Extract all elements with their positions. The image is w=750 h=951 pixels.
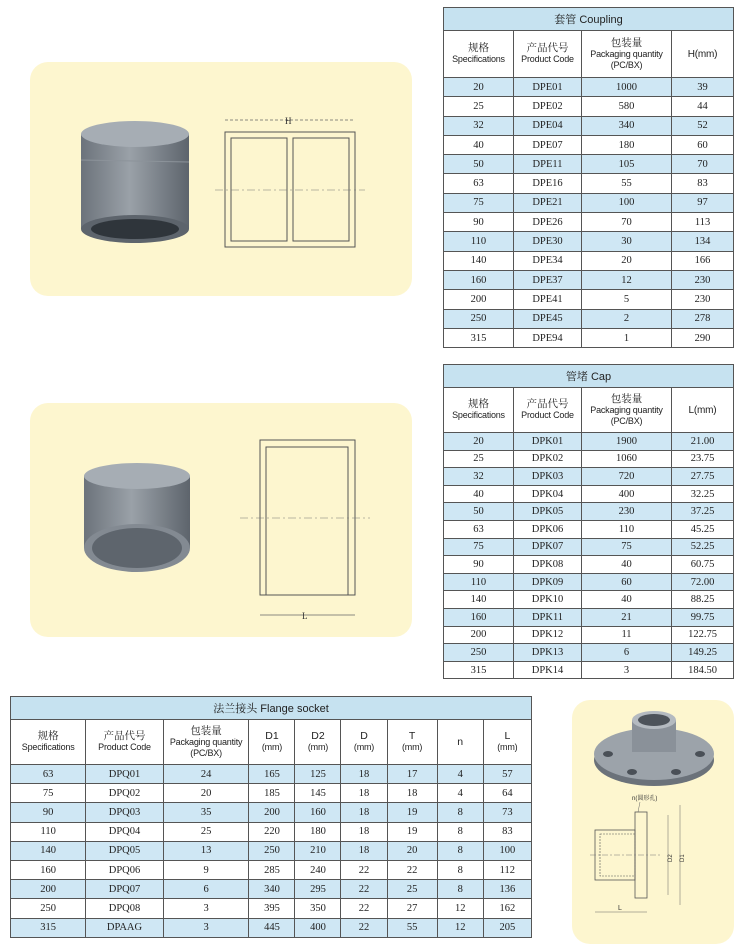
table-cell: DPK05 <box>514 503 582 521</box>
table-cell: DPK14 <box>514 661 582 679</box>
table-cell: 45.25 <box>672 520 734 538</box>
table-cell: 136 <box>483 880 531 899</box>
table-cell: 75 <box>444 538 514 556</box>
table-cell: 112 <box>483 860 531 879</box>
table-cell: 19 <box>387 822 437 841</box>
table-cell: 40 <box>582 556 672 574</box>
coupling-drawing <box>215 112 365 252</box>
table-cell: 63 <box>444 520 514 538</box>
table-cell: DPE37 <box>514 270 582 289</box>
table-row <box>444 485 734 503</box>
table-cell: 13 <box>163 841 249 860</box>
table-cell: 52 <box>672 116 734 135</box>
table-cell: 6 <box>163 880 249 899</box>
table-row <box>11 841 532 860</box>
table-cell: DPK02 <box>514 450 582 468</box>
table-cell: 210 <box>295 841 341 860</box>
table-cell: 97 <box>672 193 734 212</box>
table-cell: 60.75 <box>672 556 734 574</box>
cap-drawing <box>240 435 370 625</box>
table-cell: 73 <box>483 803 531 822</box>
table-cell: 5 <box>582 290 672 309</box>
table-row <box>444 309 734 328</box>
table-row <box>444 97 734 116</box>
table-cell: DPK12 <box>514 626 582 644</box>
coupling-table <box>443 7 734 348</box>
table-cell: 4 <box>437 784 483 803</box>
table-cell: 12 <box>437 899 483 918</box>
table-cell: 250 <box>444 309 514 328</box>
table-cell: 75 <box>444 193 514 212</box>
cap-photo <box>80 462 195 582</box>
table-cell: 230 <box>582 503 672 521</box>
table-cell: DPE34 <box>514 251 582 270</box>
table-cell: 445 <box>249 918 295 937</box>
table-cell: 160 <box>11 860 86 879</box>
table-cell: 3 <box>163 899 249 918</box>
table-row <box>444 328 734 347</box>
flange-hole-label: n(圆形孔) <box>632 796 658 802</box>
table-cell: 149.25 <box>672 644 734 662</box>
table-cell: 165 <box>249 765 295 784</box>
table-cell: 37.25 <box>672 503 734 521</box>
table-cell: DPK08 <box>514 556 582 574</box>
cap-drawing-label: L <box>302 611 308 621</box>
table-cell: 12 <box>437 918 483 937</box>
table-row <box>444 155 734 174</box>
table-cell: DPQ02 <box>86 784 163 803</box>
table-cell: 20 <box>582 251 672 270</box>
table-cell: 57 <box>483 765 531 784</box>
table-cell: 185 <box>249 784 295 803</box>
table-cell: 200 <box>11 880 86 899</box>
table-cell: 55 <box>582 174 672 193</box>
table-cell: 9 <box>163 860 249 879</box>
table-cell: DPE02 <box>514 97 582 116</box>
table-cell: 250 <box>444 644 514 662</box>
table-cell: DPE07 <box>514 135 582 154</box>
table-cell: 22 <box>387 860 437 879</box>
table-cell: 166 <box>672 251 734 270</box>
table-cell: 3 <box>163 918 249 937</box>
table-cell: DPK01 <box>514 433 582 451</box>
table-cell: 18 <box>341 765 387 784</box>
table-cell: 88.25 <box>672 591 734 609</box>
table-cell: 25 <box>387 880 437 899</box>
table-cell: 1000 <box>582 78 672 97</box>
table-cell: 160 <box>444 270 514 289</box>
table-cell: 32 <box>444 116 514 135</box>
table-cell: 200 <box>444 290 514 309</box>
table-cell: 134 <box>672 232 734 251</box>
table-cell: 32 <box>444 468 514 486</box>
table-row <box>11 860 532 879</box>
table-cell: 110 <box>444 573 514 591</box>
table-row <box>11 899 532 918</box>
table-cell: 22 <box>341 880 387 899</box>
table-cell: 18 <box>341 784 387 803</box>
table-cell: DPE04 <box>514 116 582 135</box>
table-row <box>444 520 734 538</box>
table-cell: 20 <box>444 433 514 451</box>
table-cell: DPK11 <box>514 608 582 626</box>
table-row <box>11 784 532 803</box>
flange-header-row: 规格 Specifications 产品代号 Product Code 包装量 Packaging quantity (PC/BX) D1 (mm) D2 (mm) D (mm) T (mm) n L (mm) <box>11 720 532 765</box>
table-cell: 21.00 <box>672 433 734 451</box>
table-cell: 205 <box>483 918 531 937</box>
table-cell: 395 <box>249 899 295 918</box>
table-cell: 50 <box>444 503 514 521</box>
table-row <box>444 556 734 574</box>
table-cell: 18 <box>341 841 387 860</box>
table-cell: 75 <box>11 784 86 803</box>
table-cell: 8 <box>437 860 483 879</box>
table-cell: 90 <box>11 803 86 822</box>
table-cell: 315 <box>444 328 514 347</box>
table-cell: DPE30 <box>514 232 582 251</box>
table-cell: 19 <box>387 803 437 822</box>
coupling-photo <box>75 120 195 250</box>
flange-d2-label: D2 <box>668 854 674 862</box>
table-cell: DPE45 <box>514 309 582 328</box>
table-cell: 35 <box>163 803 249 822</box>
table-cell: 1060 <box>582 450 672 468</box>
table-row <box>11 918 532 937</box>
table-cell: 315 <box>444 661 514 679</box>
table-cell: 6 <box>582 644 672 662</box>
cap-header-row: 规格 Specifications 产品代号 Product Code 包装量 Packaging quantity (PC/BX) L(mm) <box>444 388 734 433</box>
table-cell: DPK13 <box>514 644 582 662</box>
table-cell: DPE26 <box>514 213 582 232</box>
table-cell: DPK03 <box>514 468 582 486</box>
table-cell: 285 <box>249 860 295 879</box>
table-cell: 55 <box>387 918 437 937</box>
table-cell: 20 <box>163 784 249 803</box>
table-cell: 125 <box>295 765 341 784</box>
table-cell: 21 <box>582 608 672 626</box>
table-cell: 18 <box>387 784 437 803</box>
flange-photo <box>592 708 717 790</box>
flange-length-label: L <box>618 905 622 912</box>
table-cell: 39 <box>672 78 734 97</box>
table-cell: 70 <box>672 155 734 174</box>
table-cell: 8 <box>437 822 483 841</box>
table-cell: 8 <box>437 880 483 899</box>
table-cell: 23.75 <box>672 450 734 468</box>
table-cell: 140 <box>444 591 514 609</box>
table-cell: 22 <box>341 918 387 937</box>
table-cell: 100 <box>483 841 531 860</box>
table-cell: 50 <box>444 155 514 174</box>
table-cell: DPK09 <box>514 573 582 591</box>
table-cell: 110 <box>582 520 672 538</box>
table-cell: DPK06 <box>514 520 582 538</box>
table-cell: 12 <box>582 270 672 289</box>
table-cell: 22 <box>341 860 387 879</box>
table-cell: DPQ06 <box>86 860 163 879</box>
table-cell: 100 <box>582 193 672 212</box>
table-cell: 230 <box>672 290 734 309</box>
coupling-table-body <box>444 78 734 348</box>
table-cell: 720 <box>582 468 672 486</box>
table-cell: DPE11 <box>514 155 582 174</box>
table-cell: 63 <box>11 765 86 784</box>
table-row <box>444 193 734 212</box>
table-row <box>444 232 734 251</box>
table-cell: 18 <box>341 822 387 841</box>
table-cell: 180 <box>582 135 672 154</box>
table-row <box>444 251 734 270</box>
table-cell: 40 <box>444 485 514 503</box>
table-cell: 60 <box>672 135 734 154</box>
table-cell: 99.75 <box>672 608 734 626</box>
table-cell: 27 <box>387 899 437 918</box>
table-cell: 8 <box>437 841 483 860</box>
table-cell: 315 <box>11 918 86 937</box>
table-cell: 11 <box>582 626 672 644</box>
table-cell: DPE16 <box>514 174 582 193</box>
table-cell: 105 <box>582 155 672 174</box>
table-cell: DPQ04 <box>86 822 163 841</box>
table-cell: 4 <box>437 765 483 784</box>
table-cell: 52.25 <box>672 538 734 556</box>
table-row <box>444 644 734 662</box>
table-cell: 40 <box>444 135 514 154</box>
table-cell: 184.50 <box>672 661 734 679</box>
table-cell: 24 <box>163 765 249 784</box>
table-cell: 162 <box>483 899 531 918</box>
table-cell: 278 <box>672 309 734 328</box>
table-cell: 250 <box>249 841 295 860</box>
table-cell: 180 <box>295 822 341 841</box>
table-cell: 18 <box>341 803 387 822</box>
table-row <box>11 880 532 899</box>
table-row <box>444 503 734 521</box>
table-row <box>444 591 734 609</box>
table-cell: 140 <box>11 841 86 860</box>
table-cell: 25 <box>444 450 514 468</box>
table-cell: 63 <box>444 174 514 193</box>
table-row <box>444 608 734 626</box>
table-row <box>444 433 734 451</box>
table-cell: 113 <box>672 213 734 232</box>
cap-title: 管堵 Cap <box>444 365 734 388</box>
table-row <box>444 538 734 556</box>
table-row <box>11 822 532 841</box>
table-cell: 295 <box>295 880 341 899</box>
table-cell: 160 <box>444 608 514 626</box>
table-cell: 2 <box>582 309 672 328</box>
coupling-drawing-label: H <box>285 116 292 126</box>
table-row <box>444 270 734 289</box>
table-cell: DPK10 <box>514 591 582 609</box>
table-cell: 70 <box>582 213 672 232</box>
table-cell: DPAAG <box>86 918 163 937</box>
table-row <box>444 116 734 135</box>
table-cell: DPQ07 <box>86 880 163 899</box>
table-cell: 3 <box>582 661 672 679</box>
table-cell: 40 <box>582 591 672 609</box>
table-cell: 220 <box>249 822 295 841</box>
table-cell: 90 <box>444 213 514 232</box>
table-cell: DPQ08 <box>86 899 163 918</box>
coupling-title: 套管 Coupling <box>444 8 734 31</box>
table-cell: 20 <box>444 78 514 97</box>
table-cell: DPE01 <box>514 78 582 97</box>
flange-d1-label: D1 <box>680 854 686 862</box>
table-cell: 22 <box>341 899 387 918</box>
table-row <box>444 661 734 679</box>
flange-table-body <box>11 765 532 938</box>
table-row <box>11 765 532 784</box>
table-row <box>444 450 734 468</box>
flange-drawing <box>590 790 720 920</box>
table-cell: 200 <box>249 803 295 822</box>
table-cell: 83 <box>672 174 734 193</box>
table-cell: 90 <box>444 556 514 574</box>
table-cell: DPK04 <box>514 485 582 503</box>
table-cell: 60 <box>582 573 672 591</box>
cap-table <box>443 364 734 679</box>
table-cell: 44 <box>672 97 734 116</box>
table-cell: 25 <box>444 97 514 116</box>
table-row <box>444 135 734 154</box>
table-cell: 122.75 <box>672 626 734 644</box>
table-cell: 27.75 <box>672 468 734 486</box>
table-cell: DPQ01 <box>86 765 163 784</box>
table-cell: DPK07 <box>514 538 582 556</box>
table-cell: 1900 <box>582 433 672 451</box>
flange-table <box>10 696 532 938</box>
table-cell: 64 <box>483 784 531 803</box>
table-cell: DPE94 <box>514 328 582 347</box>
table-row <box>444 213 734 232</box>
table-cell: 160 <box>295 803 341 822</box>
table-cell: 290 <box>672 328 734 347</box>
table-row <box>444 78 734 97</box>
table-row <box>444 468 734 486</box>
table-cell: 200 <box>444 626 514 644</box>
table-cell: 83 <box>483 822 531 841</box>
table-cell: 230 <box>672 270 734 289</box>
table-row <box>444 290 734 309</box>
table-row <box>444 573 734 591</box>
table-cell: 20 <box>387 841 437 860</box>
table-cell: 340 <box>582 116 672 135</box>
table-cell: DPE21 <box>514 193 582 212</box>
table-cell: 32.25 <box>672 485 734 503</box>
table-cell: 75 <box>582 538 672 556</box>
table-cell: DPQ05 <box>86 841 163 860</box>
table-cell: 110 <box>11 822 86 841</box>
table-cell: 250 <box>11 899 86 918</box>
table-cell: 400 <box>582 485 672 503</box>
table-cell: 1 <box>582 328 672 347</box>
table-cell: 72.00 <box>672 573 734 591</box>
table-cell: 145 <box>295 784 341 803</box>
table-cell: 340 <box>249 880 295 899</box>
table-cell: 350 <box>295 899 341 918</box>
table-row <box>11 803 532 822</box>
flange-title: 法兰接头 Flange socket <box>11 697 532 720</box>
table-cell: 8 <box>437 803 483 822</box>
table-row <box>444 626 734 644</box>
table-cell: 110 <box>444 232 514 251</box>
table-cell: 17 <box>387 765 437 784</box>
table-cell: 580 <box>582 97 672 116</box>
table-cell: 140 <box>444 251 514 270</box>
table-cell: DPQ03 <box>86 803 163 822</box>
table-cell: 400 <box>295 918 341 937</box>
table-cell: 30 <box>582 232 672 251</box>
table-cell: DPE41 <box>514 290 582 309</box>
table-cell: 240 <box>295 860 341 879</box>
table-cell: 25 <box>163 822 249 841</box>
cap-table-body <box>444 433 734 679</box>
coupling-header-row: 规格 Specifications 产品代号 Product Code 包装量 Packaging quantity (PC/BX) H(mm) <box>444 31 734 78</box>
table-row <box>444 174 734 193</box>
